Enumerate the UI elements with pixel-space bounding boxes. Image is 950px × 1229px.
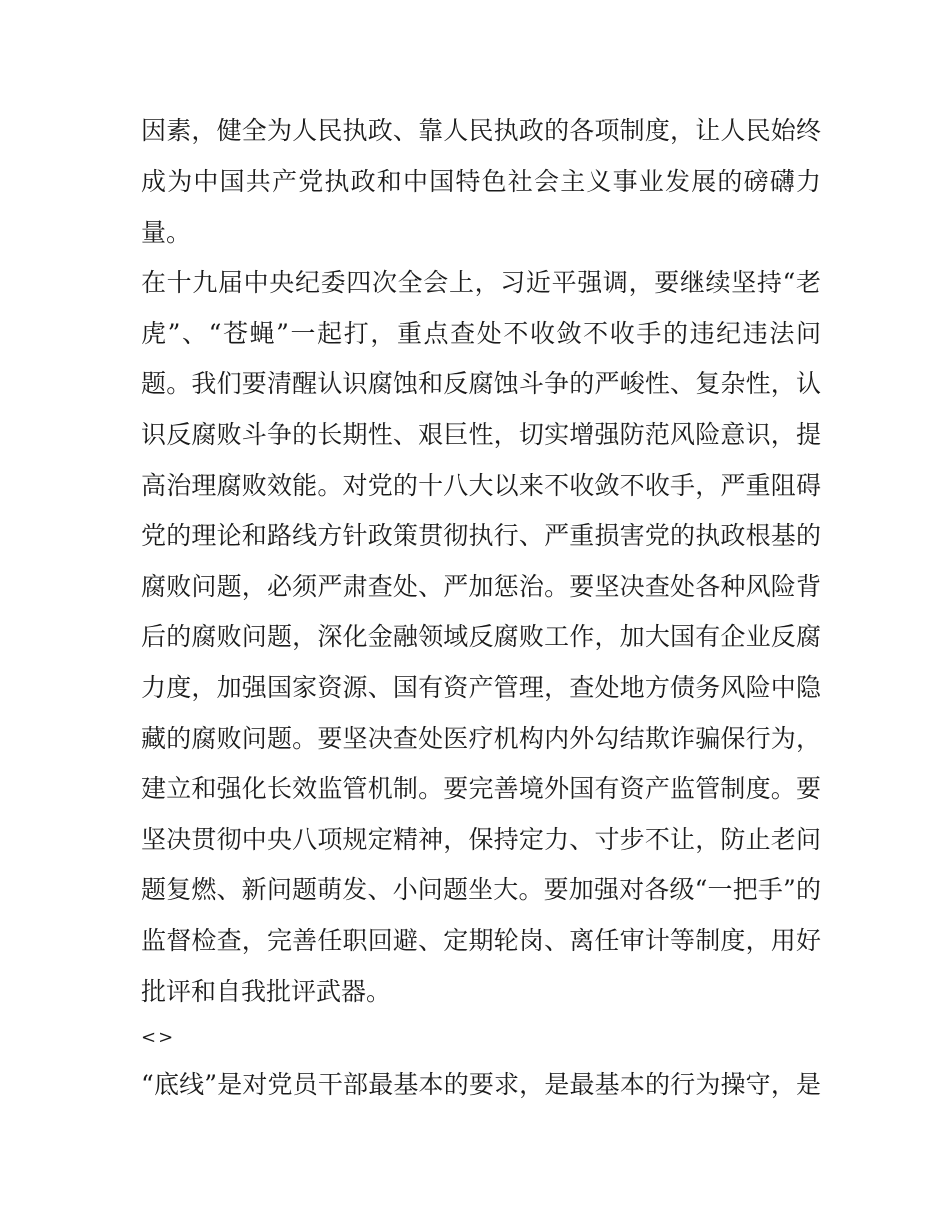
- text-line-12: 力度，加强国家资源、国有资产管理，查处地方债务风险中隐: [141, 673, 821, 702]
- text-line-17: 监督检查，完善任职回避、定期轮岗、离任审计等制度，用好: [141, 926, 821, 955]
- text-line-4: 在十九届中央纪委四次全会上，习近平强调，要继续坚持“老: [141, 268, 821, 297]
- text-line-8: 高治理腐败效能。对党的十八大以来不收敛不收手，严重阻碍: [141, 471, 821, 500]
- text-line-13: 藏的腐败问题。要坚决查处医疗机构内外勾结欺诈骗保行为，: [141, 724, 821, 753]
- section-marker: <>: [141, 1027, 176, 1048]
- text-line-9: 党的理论和路线方针政策贯彻执行、严重损害党的执政根基的: [141, 521, 821, 550]
- text-line-3: 量。: [141, 218, 192, 247]
- text-line-6: 题。我们要清醒认识腐蚀和反腐蚀斗争的严峻性、复杂性，认: [141, 369, 821, 398]
- text-line-16: 题复燃、新问题萌发、小问题坐大。要加强对各级“一把手”的: [141, 875, 821, 904]
- text-line-11: 后的腐败问题，深化金融领域反腐败工作，加大国有企业反腐: [141, 622, 821, 651]
- text-line-10: 腐败问题，必须严肃查处、严加惩治。要坚决查处各种风险背: [141, 572, 821, 601]
- text-line-2: 成为中国共产党执政和中国特色社会主义事业发展的磅礴力: [141, 167, 821, 196]
- text-line-1: 因素，健全为人民执政、靠人民执政的各项制度，让人民始终: [141, 116, 821, 145]
- text-line-18: 批评和自我批评武器。: [141, 977, 392, 1006]
- text-line-7: 识反腐败斗争的长期性、艰巨性，切实增强防范风险意识，提: [141, 420, 821, 449]
- text-line-15: 坚决贯彻中央八项规定精神，保持定力、寸步不让，防止老问: [141, 825, 821, 854]
- text-line-14: 建立和强化长效监管机制。要完善境外国有资产监管制度。要: [141, 774, 821, 803]
- text-line-19: “底线”是对党员干部最基本的要求，是最基本的行为操守，是: [141, 1070, 821, 1099]
- text-line-5: 虎”、“苍蝇”一起打，重点查处不收敛不收手的违纪违法问: [141, 319, 821, 348]
